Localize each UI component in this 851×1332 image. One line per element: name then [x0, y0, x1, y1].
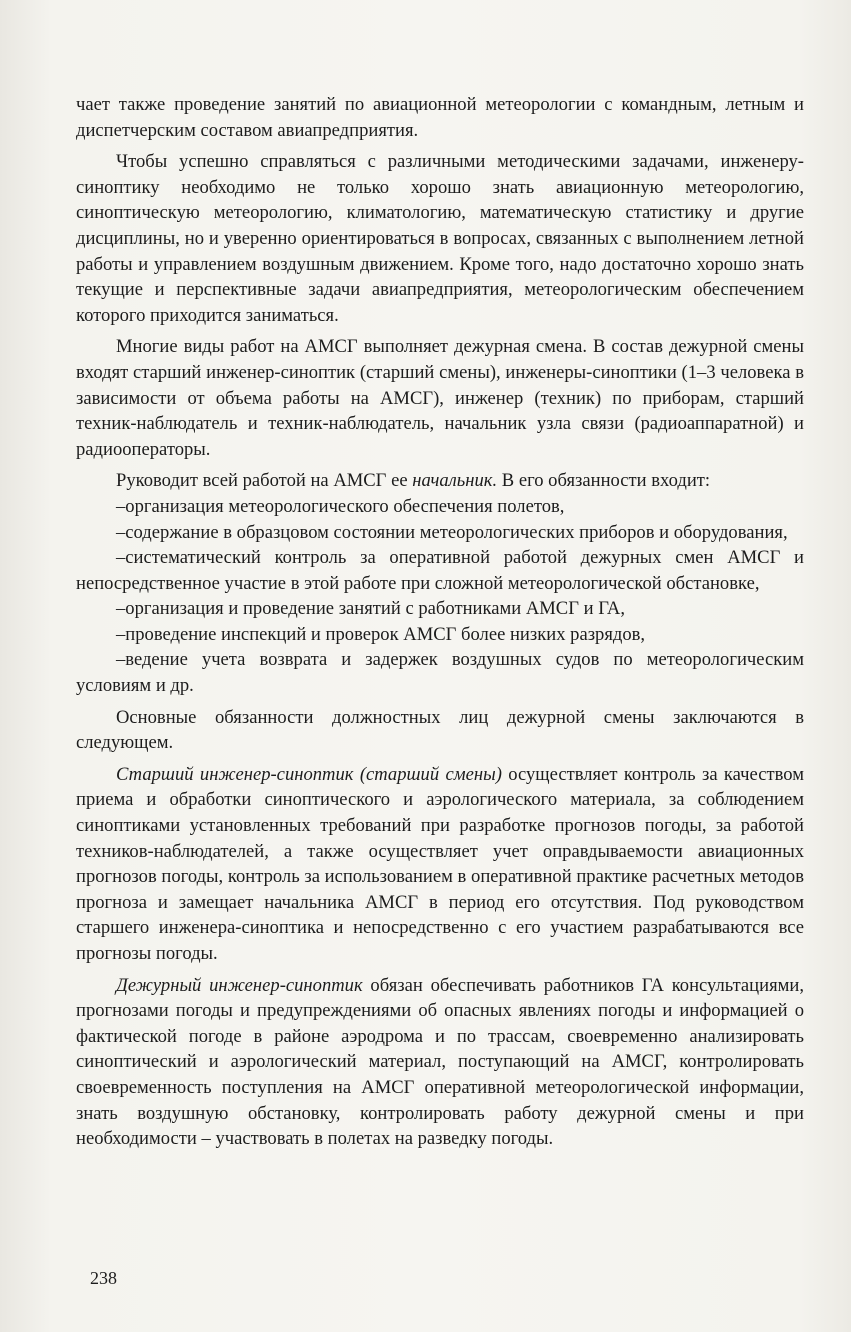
- paragraph-continued: чает также проведение занятий по авиационной метеорологии с командным, летным и диспетчерским составом авиапредприятия.: [76, 94, 804, 141]
- intro-italic-term: начальник.: [412, 470, 498, 492]
- duty-list-item: –организация метеорологического обеспечения полетов,: [116, 495, 565, 517]
- paragraph-duty-engineer: [76, 973, 804, 1152]
- duty-list-item: –ведение учета возврата и задержек воздушных судов по метеорологическим условиям и др.: [76, 649, 804, 697]
- duty-list-item: –организация и проведение занятий с работниками АМСГ и ГА,: [116, 598, 626, 620]
- duty-list-item: –систематический контроль за оперативной работой дежурных смен АМСГ и непосредственное участие в этой работе при сложной метеорологической обстановке,: [76, 547, 804, 594]
- body-text: [76, 92, 804, 1158]
- page-number: 238: [90, 1268, 117, 1288]
- paragraph-head-duties-intro: [76, 468, 804, 494]
- term-duty-engineer: Дежурный инженер-синоптик: [116, 974, 363, 996]
- duty-list-item: –содержание в образцовом состоянии метеорологических приборов и оборудования,: [116, 521, 788, 543]
- intro-prefix: Руководит всей работой на АМСГ ее: [116, 470, 413, 492]
- paragraph-main-duties: Основные обязанности должностных лиц дежурной смены заключаются в следующем.: [76, 706, 804, 754]
- intro-suffix: В его обязанности входит:: [497, 470, 711, 492]
- duty-engineer-description: обязан обеспечивать работников ГА консультациями, прогнозами погоды и предупреждениями об опасных явлениях погоды и информацией о фактической погоде в районе аэродрома и по трассам, своевременно анализировать синоптический и аэрологический материал, поступающий на АМСГ, контролировать своевременность поступления на АМСГ оперативной метеорологической информации, знать воздушную обстановку, контролировать работу дежурной смены и при необходимости – участвовать в полетах на разведку погоды.: [76, 974, 804, 1150]
- term-senior-engineer: Старший инженер-синоптик (старший смены): [116, 763, 502, 785]
- paragraph-senior-engineer: [76, 762, 804, 967]
- paragraph-shift-composition: Многие виды работ на АМСГ выполняет дежурная смена. В состав дежурной смены входят старший инженер-синоптик (старший смены), инженеры-синоптики (1–3 человека в зависимости от объема работы на АМСГ), инженер (техник) по приборам, старший техник-наблюдатель и техник-наблюдатель, начальник узла связи (радиоаппаратной) и радиооператоры.: [76, 336, 804, 460]
- paragraph-skills: Чтобы успешно справляться с различными методическими задачами, инженеру-синоптику необходимо не только хорошо знать авиационную метеорологию, синоптическую метеорологию, климатологию, математическую статистику и другие дисциплины, но и уверенно ориентироваться в вопросах, связанных с выполнением летной работы и управлением воздушным движением. Кроме того, надо достаточно хорошо знать текущие и перспективные задачи авиапредприятия, метеорологическим обеспечением которого приходится заниматься.: [76, 151, 804, 326]
- senior-engineer-description: осуществляет контроль за качеством приема и обработки синоптического и аэрологического материала, за соблюдением синоптиками установленных требований при разработке прогнозов погоды, за работой техников-наблюдателей, а также осуществляет учет оправдываемости авиационных прогнозов погоды, контроль за использованием в оперативной практике расчетных методов прогноза и замещает начальника АМСГ в период его отсутствия. Под руководством старшего инженера-синоптика и непосредственно с его участием разрабатываются все прогнозы погоды.: [76, 763, 804, 964]
- duty-list-item: –проведение инспекций и проверок АМСГ более низких разрядов,: [116, 623, 646, 645]
